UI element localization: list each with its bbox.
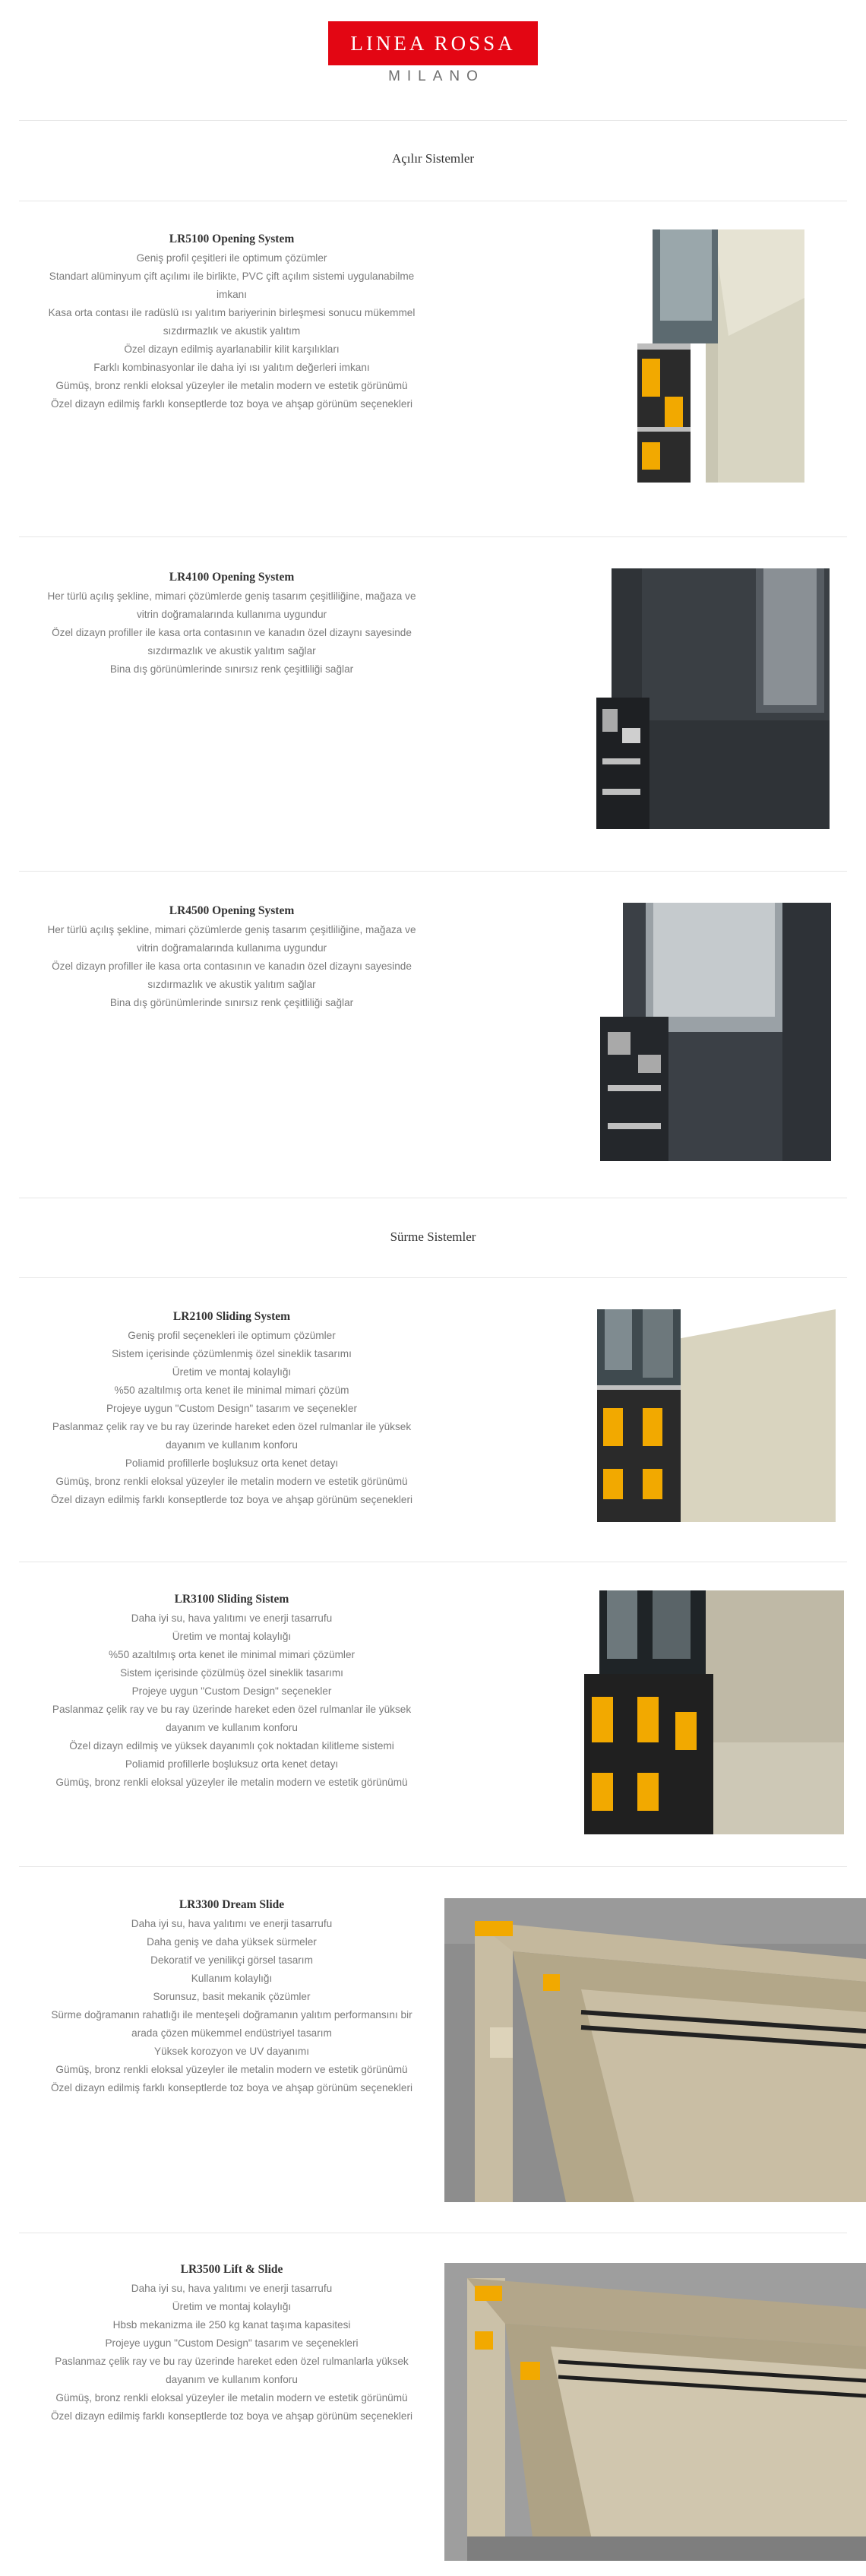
product-feature: %50 azaltılmış orta kenet ile minimal mimari çözüm bbox=[114, 1385, 349, 1396]
product-image-lr3100 bbox=[584, 1590, 844, 1834]
product-title: LR5100 Opening System bbox=[169, 233, 295, 245]
product-image-lr4500 bbox=[600, 903, 831, 1161]
product-title: LR3300 Dream Slide bbox=[179, 1898, 285, 1911]
section-heading-opening: Açılır Sistemler bbox=[391, 151, 475, 166]
product-feature: Paslanmaz çelik ray ve bu ray üzerinde hareket eden özel rulmanlarla yüksek bbox=[55, 2356, 409, 2367]
divider bbox=[19, 871, 847, 872]
product-feature: Gümüş, bronz renkli eloksal yüzeyler ile metalin modern ve estetik görünümü bbox=[55, 2392, 408, 2404]
product-card-lr3100 bbox=[19, 1590, 444, 1792]
section-heading-sliding: Sürme Sistemler bbox=[390, 1229, 476, 1244]
divider bbox=[19, 1277, 847, 1278]
product-feature: Paslanmaz çelik ray ve bu ray üzerinde hareket eden özel rulmanlar ile yüksek bbox=[52, 1421, 412, 1432]
product-title: LR3100 Sliding Sistem bbox=[174, 1593, 289, 1606]
product-feature: Sürme doğramanın rahatlığı ile menteşeli doğramanın yalıtım performansını bir bbox=[51, 2009, 412, 2021]
product-image-lr2100 bbox=[597, 1309, 836, 1522]
product-feature: Yüksek korozyon ve UV dayanımı bbox=[154, 2046, 309, 2057]
product-feature: Üretim ve montaj kolaylığı bbox=[172, 1631, 292, 1642]
product-card-lr4500 bbox=[19, 901, 444, 1012]
product-feature: dayanım ve kullanım konforu bbox=[166, 1439, 298, 1451]
product-feature: Geniş profil çeşitleri ile optimum çözümler bbox=[136, 252, 327, 264]
product-feature: Üretim ve montaj kolaylığı bbox=[172, 2301, 292, 2312]
product-image-lr3500 bbox=[444, 2263, 866, 2561]
divider bbox=[19, 120, 847, 121]
product-feature: Daha iyi su, hava yalıtımı ve enerji tasarrufu bbox=[131, 2283, 333, 2294]
product-title: LR4500 Opening System bbox=[169, 904, 295, 917]
product-card-lr3300 bbox=[19, 1895, 444, 2097]
product-feature: Paslanmaz çelik ray ve bu ray üzerinde hareket eden özel rulmanlar ile yüksek bbox=[52, 1704, 412, 1715]
product-feature: Kasa orta contası ile radüslü ısı yalıtım bariyerinin birleşmesi sonucu mükemmel bbox=[48, 307, 416, 318]
product-feature: Hbsb mekanizma ile 250 kg kanat taşıma kapasitesi bbox=[112, 2319, 351, 2331]
product-feature: vitrin doğramalarında kullanıma uygundur bbox=[136, 609, 327, 620]
product-card-lr3500 bbox=[19, 2260, 444, 2426]
divider bbox=[19, 1866, 847, 1867]
product-feature: imkanı bbox=[216, 289, 248, 300]
product-card-lr4100 bbox=[19, 568, 444, 679]
product-card-lr5100 bbox=[19, 229, 444, 413]
product-feature: Gümüş, bronz renkli eloksal yüzeyler ile metalin modern ve estetik görünümü bbox=[55, 2064, 408, 2075]
brand-name: LINEA ROSSA bbox=[350, 31, 516, 55]
product-feature: Özel dizayn edilmiş ayarlanabilir kilit karşılıkları bbox=[124, 343, 340, 355]
product-feature: Bina dış görünümlerinde sınırsız renk çeşitliliği sağlar bbox=[109, 997, 354, 1008]
product-feature: Gümüş, bronz renkli eloksal yüzeyler ile metalin modern ve estetik görünümü bbox=[55, 380, 408, 391]
product-feature: Özel dizayn profiller ile kasa orta contasının ve kanadın özel dizaynı sayesinde bbox=[52, 627, 412, 638]
product-feature: Farklı kombinasyonlar ile daha iyi ısı yalıtım değerleri imkanı bbox=[93, 362, 370, 373]
product-image-lr4100 bbox=[596, 568, 830, 829]
product-feature: Özel dizayn profiller ile kasa orta contasının ve kanadın özel dizaynı sayesinde bbox=[52, 960, 412, 972]
product-feature: Projeye uygun "Custom Design" tasarım ve seçenekleri bbox=[105, 2337, 359, 2349]
product-feature: %50 azaltılmış orta kenet ile minimal mimari çözümler bbox=[108, 1649, 356, 1660]
product-image-lr5100 bbox=[622, 229, 804, 483]
product-feature: Daha geniş ve daha yüksek sürmeler bbox=[147, 1936, 317, 1948]
brand-logo[interactable] bbox=[328, 21, 538, 87]
product-feature: Özel dizayn edilmiş farklı konseptlerde toz boya ve ahşap görünüm seçenekleri bbox=[50, 2082, 413, 2093]
product-feature: arada çözen mükemmel endüstriyel tasarım bbox=[131, 2027, 332, 2039]
brand-logo-badge bbox=[328, 21, 538, 65]
product-feature: Poliamid profillerle boşluksuz orta kenet detayı bbox=[125, 1758, 339, 1770]
product-feature: Sistem içerisinde çözümlenmiş özel sineklik tasarımı bbox=[112, 1348, 352, 1359]
product-feature: sızdırmazlık ve akustik yalıtım sağlar bbox=[147, 979, 316, 990]
product-title: LR4100 Opening System bbox=[169, 571, 295, 584]
product-feature: Dekoratif ve yenilikçi görsel tasarım bbox=[150, 1954, 313, 1966]
product-feature: Daha iyi su, hava yalıtımı ve enerji tasarrufu bbox=[131, 1918, 333, 1929]
product-feature: Geniş profil seçenekleri ile optimum çözümler bbox=[128, 1330, 336, 1341]
product-feature: Kullanım kolaylığı bbox=[191, 1973, 273, 1984]
product-feature: sızdırmazlık ve akustik yalıtım bbox=[163, 325, 301, 337]
product-title: LR3500 Lift & Slide bbox=[180, 2263, 283, 2276]
divider bbox=[19, 536, 847, 537]
brand-subtitle: MILANO bbox=[388, 68, 485, 84]
product-feature: Özel dizayn edilmiş ve yüksek dayanımlı çok noktadan kilitleme sistemi bbox=[69, 1740, 394, 1752]
product-feature: vitrin doğramalarında kullanıma uygundur bbox=[136, 942, 327, 954]
product-feature: Standart alüminyum çift açılımı ile birlikte, PVC çift açılım sistemi uygulanabilme bbox=[49, 271, 415, 282]
product-card-lr2100 bbox=[19, 1307, 444, 1509]
product-feature: sızdırmazlık ve akustik yalıtım sağlar bbox=[147, 645, 316, 657]
product-feature: Özel dizayn edilmiş farklı konseptlerde toz boya ve ahşap görünüm seçenekleri bbox=[50, 1494, 413, 1505]
product-feature: Daha iyi su, hava yalıtımı ve enerji tasarrufu bbox=[131, 1612, 333, 1624]
product-feature: Projeye uygun "Custom Design" tasarım ve seçenekler bbox=[106, 1403, 357, 1414]
product-feature: dayanım ve kullanım konforu bbox=[166, 2374, 298, 2385]
product-feature: Özel dizayn edilmiş farklı konseptlerde toz boya ve ahşap görünüm seçenekleri bbox=[50, 398, 413, 410]
product-feature: Sistem içerisinde çözülmüş özel sineklik tasarımı bbox=[120, 1667, 343, 1679]
product-feature: Gümüş, bronz renkli eloksal yüzeyler ile metalin modern ve estetik görünümü bbox=[55, 1777, 408, 1788]
product-feature: Üretim ve montaj kolaylığı bbox=[172, 1366, 292, 1378]
product-feature: Projeye uygun "Custom Design" seçenekler bbox=[131, 1685, 332, 1697]
product-feature: Özel dizayn edilmiş farklı konseptlerde toz boya ve ahşap görünüm seçenekleri bbox=[50, 2410, 413, 2422]
product-feature: Poliamid profillerle boşluksuz orta kenet detayı bbox=[125, 1457, 339, 1469]
product-feature: Bina dış görünümlerinde sınırsız renk çeşitliliği sağlar bbox=[109, 663, 354, 675]
product-feature: Sorunsuz, basit mekanik çözümler bbox=[153, 1991, 311, 2002]
product-feature: Her türlü açılış şekline, mimari çözümlerde geniş tasarım çeşitliliğine, mağaza ve bbox=[47, 924, 416, 935]
product-feature: Her türlü açılış şekline, mimari çözümlerde geniş tasarım çeşitliliğine, mağaza ve bbox=[47, 590, 416, 602]
product-feature: Gümüş, bronz renkli eloksal yüzeyler ile metalin modern ve estetik görünümü bbox=[55, 1476, 408, 1487]
product-title: LR2100 Sliding System bbox=[172, 1310, 291, 1323]
product-feature: dayanım ve kullanım konforu bbox=[166, 1722, 298, 1733]
product-image-lr3300 bbox=[444, 1898, 866, 2202]
